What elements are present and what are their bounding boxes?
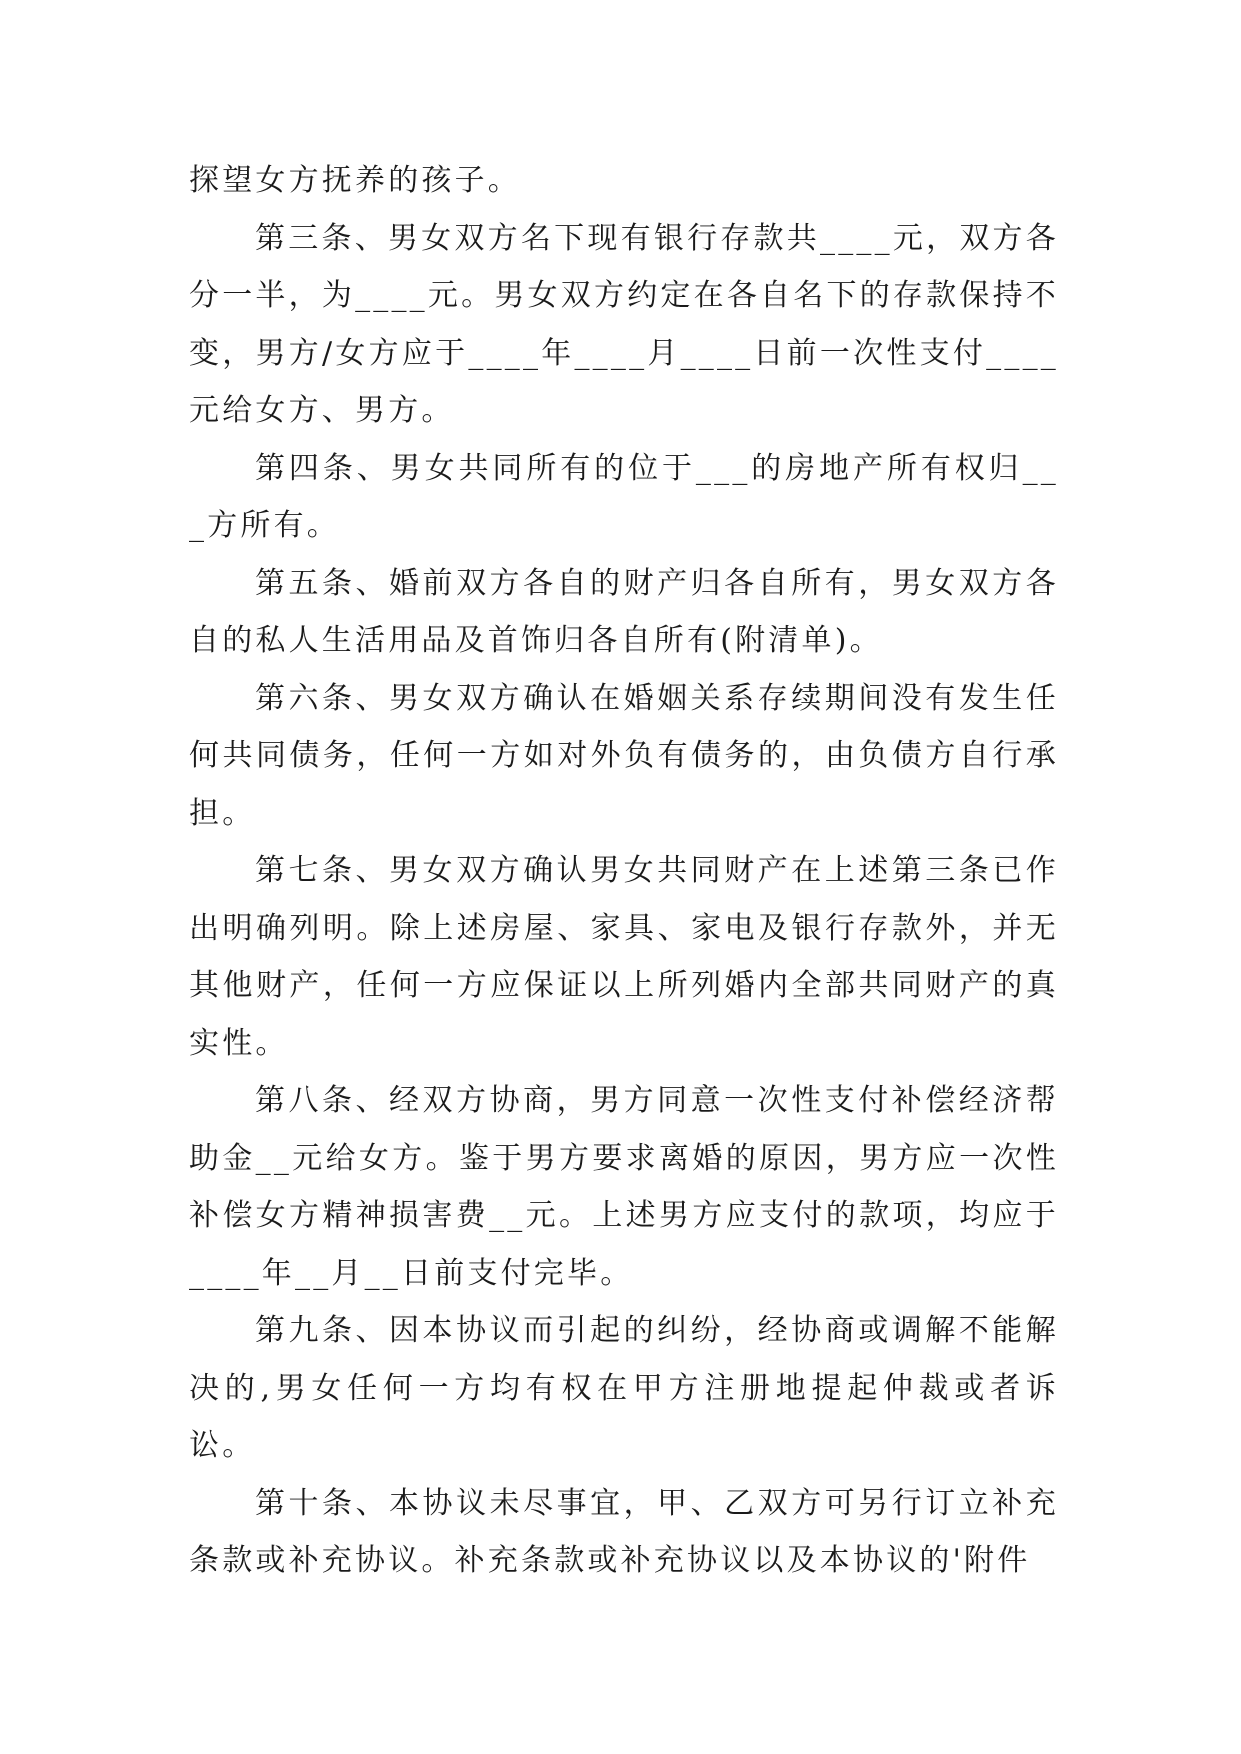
paragraph-article-8: 第八条、经双方协商，男方同意一次性支付补偿经济帮助金__元给女方。鉴于男方要求离婚的原因，男方应一次性补偿女方精神损害费__元。上述男方应支付的款项，均应于____年__月__日前支付完毕。 — [189, 1083, 1059, 1291]
paragraph-article-5: 第五条、婚前双方各自的财产归各自所有，男女双方各自的私人生活用品及首饰归各自所有(附清单)。 — [189, 565, 1059, 658]
paragraph-article-6: 第六条、男女双方确认在婚姻关系存续期间没有发生任何共同债务，任何一方如对外负有债务的，由负债方自行承担。 — [189, 680, 1059, 831]
document-body — [189, 152, 1059, 1590]
paragraph-continuation: 探望女方抚养的孩子。 — [189, 163, 521, 198]
paragraph-article-9: 第九条、因本协议而引起的纠纷，经协商或调解不能解决的,男女任何一方均有权在甲方注册地提起仲裁或者诉讼。 — [189, 1313, 1059, 1463]
paragraph-article-4: 第四条、男女共同所有的位于___的房地产所有权归___方所有。 — [189, 450, 1059, 543]
paragraph-article-3: 第三条、男女双方名下现有银行存款共____元，双方各分一半，为____元。男女双方约定在各自名下的存款保持不变，男方/女方应于____年____月____日前一次性支付____元给女方、男方。 — [189, 220, 1059, 428]
paragraph-article-7: 第七条、男女双方确认男女共同财产在上述第三条已作出明确列明。除上述房屋、家具、家电及银行存款外，并无其他财产，任何一方应保证以上所列婚内全部共同财产的真实性。 — [189, 853, 1059, 1061]
paragraph-article-10: 第十条、本协议未尽事宜，甲、乙双方可另行订立补充条款或补充协议。补充条款或补充协议以及本协议的'附件 — [189, 1485, 1059, 1578]
